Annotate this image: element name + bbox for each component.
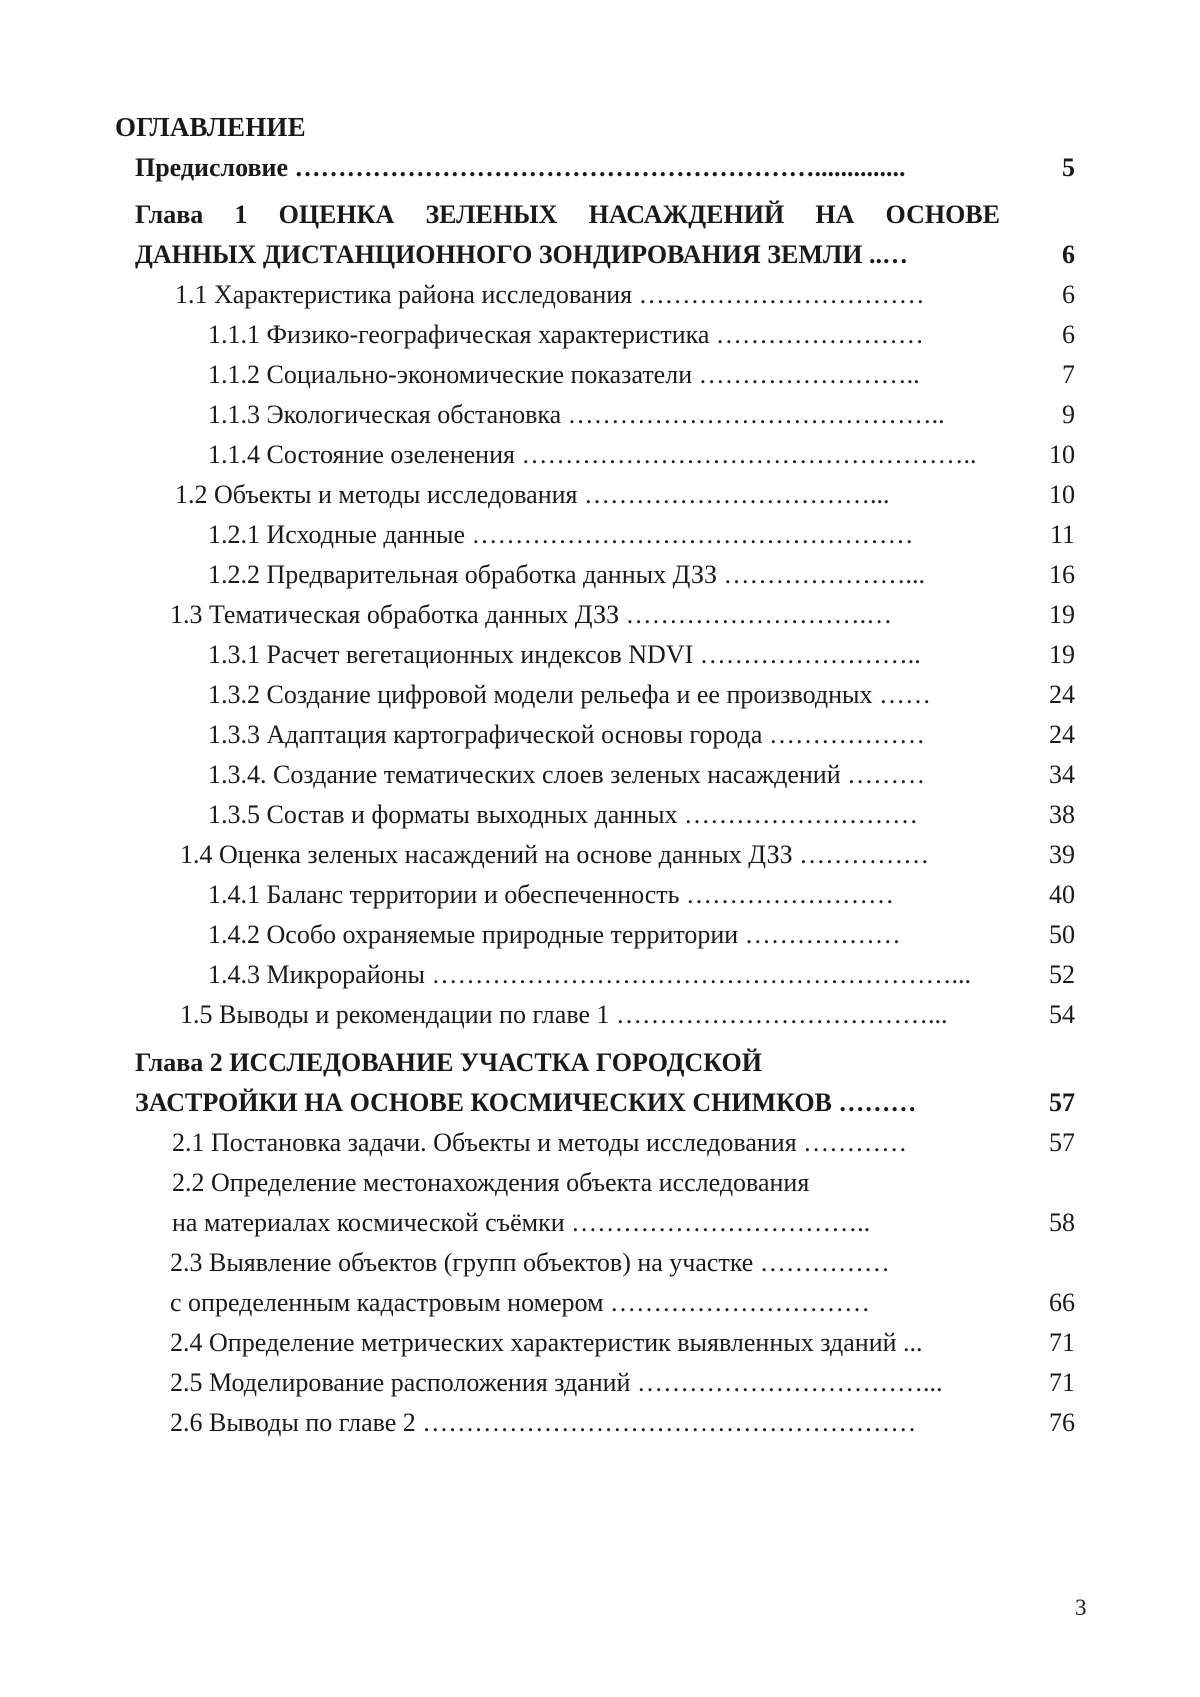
toc-entry-page: 66 xyxy=(1049,1288,1075,1317)
toc-entry-text: ЗАСТРОЙКИ НА ОСНОВЕ КОСМИЧЕСКИХ СНИМКОВ ……… xyxy=(135,1088,917,1117)
toc-entry-page: 34 xyxy=(1049,760,1075,789)
toc-entry-page: 10 xyxy=(1049,440,1075,469)
toc-entry-text: 2.4 Определение метрических характеристик выявленных зданий ... xyxy=(170,1328,923,1357)
toc-entry-page: 6 xyxy=(1062,240,1075,269)
toc-entry-page: 76 xyxy=(1049,1408,1075,1437)
toc-entry-text: на материалах космической съёмки …………………………….. xyxy=(172,1208,871,1237)
toc-entry-text: 2.5 Моделирование расположения зданий ……………………………... xyxy=(170,1368,943,1397)
toc-entry-page: 24 xyxy=(1049,720,1075,749)
toc-entry-page: 38 xyxy=(1049,800,1075,829)
toc-entry-page: 16 xyxy=(1049,560,1075,589)
toc-entry-page: 19 xyxy=(1049,600,1075,629)
toc-entry-text: Глава 1 ОЦЕНКА ЗЕЛЕНЫХ НАСАЖДЕНИЙ НА ОСНОВЕ xyxy=(135,200,1000,229)
toc-entry-page: 71 xyxy=(1049,1368,1075,1397)
toc-entry-page: 10 xyxy=(1049,480,1075,509)
toc-entry-page: 57 xyxy=(1049,1088,1075,1117)
toc-entry-text: 2.1 Постановка задачи. Объекты и методы исследования ………… xyxy=(172,1128,908,1157)
toc-entry-page: 11 xyxy=(1049,520,1075,549)
toc-entry-text: Глава 2 ИССЛЕДОВАНИЕ УЧАСТКА ГОРОДСКОЙ xyxy=(135,1048,762,1077)
toc-entry-page: 58 xyxy=(1049,1208,1075,1237)
toc-entry-page: 54 xyxy=(1049,1000,1075,1029)
toc-entry-text: 2.6 Выводы по главе 2 ………………………………………………… xyxy=(170,1408,917,1437)
toc-entry-text: 1.1.3 Экологическая обстановка …………………………………….. xyxy=(208,400,945,429)
toc-entry-page: 19 xyxy=(1049,640,1075,669)
toc-entry-text: 2.3 Выявление объектов (групп объектов) на участке …………… xyxy=(170,1248,890,1277)
toc-entry-text: 1.3 Тематическая обработка данных ДЗЗ ……………………….… xyxy=(170,600,893,629)
toc-entry-text: с определенным кадастровым номером ………………………… xyxy=(170,1288,871,1317)
toc-entry-text: 1.2.2 Предварительная обработка данных ДЗЗ …………………... xyxy=(208,560,926,589)
toc-entry-page: 39 xyxy=(1049,840,1075,869)
toc-entry-text: Предисловие …………………………………………………….............. xyxy=(135,153,906,182)
toc-entry-page: 24 xyxy=(1049,680,1075,709)
toc-entry-text: 1.3.1 Расчет вегетационных индексов NDVI …………………….. xyxy=(208,640,921,669)
toc-chapter-1-title-line-1[interactable] xyxy=(135,196,1000,234)
toc-entry-text: 1.3.3 Адаптация картографической основы города ……………… xyxy=(208,720,925,749)
toc-entry-text: 1.1.1 Физико-географическая характеристика …………………… xyxy=(208,320,924,349)
toc-entry-text: 1.4.1 Баланс территории и обеспеченность …………………… xyxy=(208,880,895,909)
toc-entry-text: 1.2.1 Исходные данные …………………………………………… xyxy=(208,520,914,549)
toc-entry-text: 1.4.3 Микрорайоны ……………………………………………………... xyxy=(208,960,972,989)
toc-entry-page: 71 xyxy=(1049,1328,1075,1357)
toc-entry-page: 57 xyxy=(1049,1128,1075,1157)
toc-entry-page: 52 xyxy=(1049,960,1075,989)
toc-entry-text: 1.4.2 Особо охраняемые природные территории ……………… xyxy=(208,920,901,949)
toc-entry-page: 50 xyxy=(1049,920,1075,949)
toc-entry-text: 1.3.4. Создание тематических слоев зеленых насаждений ……… xyxy=(208,760,926,789)
toc-entry-page: 40 xyxy=(1049,880,1075,909)
toc-entry-text: 1.1.4 Состояние озеленения …………………………………………….. xyxy=(208,440,977,469)
toc-entry-page: 6 xyxy=(1062,280,1075,309)
page-number: 3 xyxy=(1075,1595,1087,1620)
toc-entry-text: 1.5 Выводы и рекомендации по главе 1 ………………………………... xyxy=(180,1000,948,1029)
toc-entry-text: 1.2 Объекты и методы исследования ……………………………... xyxy=(175,480,890,509)
toc-entry-page: 9 xyxy=(1062,400,1075,429)
toc-entry-text: 2.2 Определение местонахождения объекта исследования xyxy=(172,1168,810,1197)
page-title: ОГЛАВЛЕНИЕ xyxy=(115,112,306,142)
toc-entry-text: 1.1 Характеристика района исследования …………………………… xyxy=(175,280,925,309)
toc-entry-text: 1.1.2 Социально-экономические показатели …………………….. xyxy=(208,360,920,389)
toc-entry-page: 7 xyxy=(1062,360,1075,389)
toc-entry-page: 5 xyxy=(1062,153,1075,182)
toc-entry-text: ДАННЫХ ДИСТАНЦИОННОГО ЗОНДИРОВАНИЯ ЗЕМЛИ ..… xyxy=(135,240,908,269)
toc-entry-text: 1.4 Оценка зеленых насаждений на основе данных ДЗЗ …………… xyxy=(180,840,930,869)
toc-entry-page: 6 xyxy=(1062,320,1075,349)
toc-entry-text: 1.3.5 Состав и форматы выходных данных ……………………… xyxy=(208,800,919,829)
toc-entry-text: 1.3.2 Создание цифровой модели рельефа и ее производных …… xyxy=(208,680,931,709)
